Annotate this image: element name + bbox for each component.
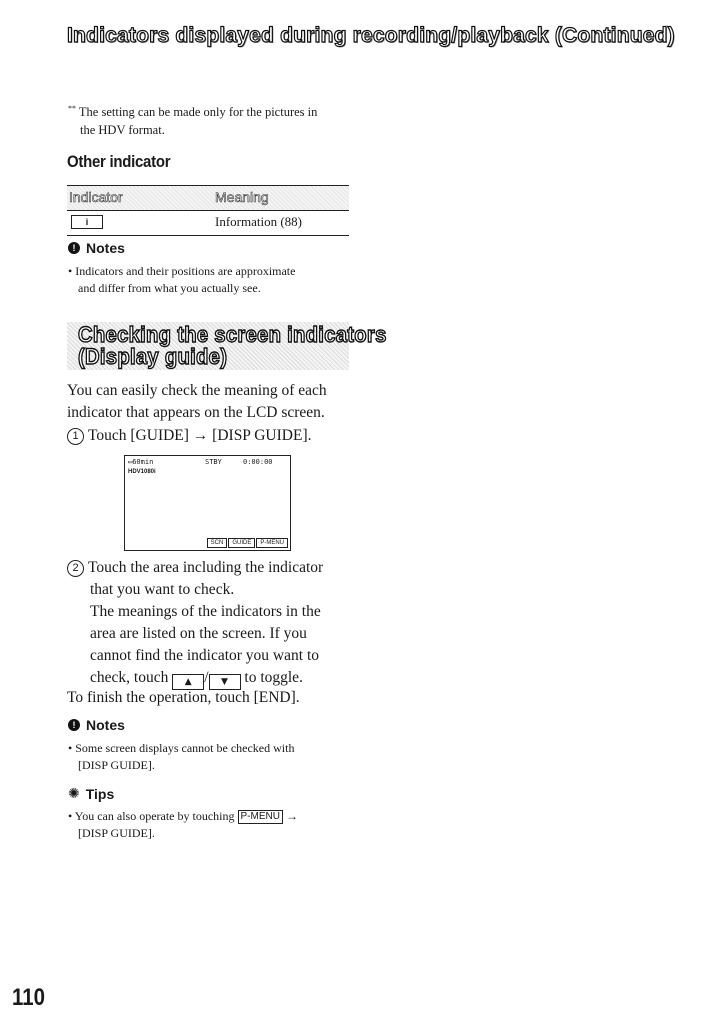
row-meaning: Information (88)	[215, 214, 303, 229]
tips-line1-pre: • You can also operate by touching	[68, 809, 235, 823]
step-1	[67, 425, 367, 447]
tips-heading	[68, 785, 114, 802]
tips-heading-label: Tips	[85, 785, 115, 802]
notes-heading-1	[68, 240, 125, 256]
notes-body-1	[68, 263, 368, 297]
guide-button: GUIDE	[228, 538, 255, 548]
notes-body-2	[68, 740, 368, 774]
section-title	[78, 324, 387, 368]
notes-icon: !	[68, 242, 80, 254]
page-header-title: Indicators displayed during recording/playback (Continued)	[67, 24, 675, 47]
battery-remaining: 60min	[132, 458, 154, 466]
lcd-buttons	[207, 538, 288, 548]
notes-line1: • Indicators and their positions are approximate	[68, 264, 296, 278]
indicator-table	[67, 185, 349, 236]
lcd-screen-illustration	[124, 455, 291, 551]
tips-body	[68, 808, 388, 842]
notes2-line2: [DISP GUIDE].	[78, 758, 155, 772]
step-2-line6-pre: check, touch	[90, 669, 169, 686]
time-counter: 0:00:00	[243, 458, 273, 466]
step-2-line2: that you want to check.	[90, 581, 235, 598]
notes-heading-label: Notes	[86, 717, 125, 733]
step-2-line6-post: to toggle.	[244, 669, 303, 686]
footnote-marker: **	[68, 104, 76, 113]
lightbulb-icon: ✺	[68, 785, 80, 801]
footnote-line1: The setting can be made only for the pictures in	[78, 105, 318, 120]
intro-line1: You can easily check the meaning of each	[67, 382, 327, 399]
tips-line2: [DISP GUIDE].	[78, 826, 155, 840]
section-title-line1: Checking the screen indicators	[78, 322, 387, 347]
step-2-line4: area are listed on the screen. If you	[90, 625, 307, 642]
col-meaning-header: Meaning	[215, 189, 269, 205]
notes-heading-label: Notes	[86, 240, 125, 256]
pmenu-button: P-MENU	[256, 538, 288, 548]
table-header	[67, 185, 349, 211]
step-2-line5: cannot find the indicator you want to	[90, 647, 319, 664]
scn-button: SCN	[207, 538, 228, 548]
up-arrow-icon: ▲	[172, 674, 204, 690]
step-2-line3: The meanings of the indicators in the	[90, 603, 321, 620]
notes2-line1: • Some screen displays cannot be checked with	[68, 741, 295, 755]
notes-icon: !	[68, 719, 80, 731]
other-indicator-heading: Other indicator	[67, 152, 171, 171]
step-2-number: 2	[67, 560, 84, 577]
intro-paragraph	[67, 380, 367, 424]
intro-line2: indicator that appears on the LCD screen.	[67, 404, 325, 421]
notes-line2: and differ from what you actually see.	[78, 281, 261, 295]
footnote-line2: the HDV format.	[80, 123, 165, 138]
step-1-text: Touch [GUIDE] → [DISP GUIDE].	[88, 427, 312, 444]
page-number: 110	[12, 984, 45, 1011]
finish-instruction: To finish the operation, touch [END].	[67, 689, 300, 706]
step-2-line1: Touch the area including the indicator	[88, 559, 324, 576]
step-1-number: 1	[67, 428, 84, 445]
battery-indicator: ▭60min	[128, 458, 154, 466]
step-2	[67, 557, 387, 690]
footnote	[68, 100, 368, 139]
format-indicator: HDV1080i	[128, 469, 156, 475]
pmenu-icon: P-MENU	[238, 810, 283, 824]
tips-arrow: →	[285, 809, 298, 823]
standby-indicator: STBY	[205, 458, 222, 466]
table-row	[67, 211, 349, 236]
down-arrow-icon: ▼	[209, 674, 241, 690]
section-title-line2: (Display guide)	[78, 344, 228, 369]
information-icon: i	[71, 215, 103, 229]
notes-heading-2	[68, 717, 125, 733]
col-indicator-header: Indicator	[69, 189, 123, 205]
toggle-separator: /	[204, 669, 209, 686]
